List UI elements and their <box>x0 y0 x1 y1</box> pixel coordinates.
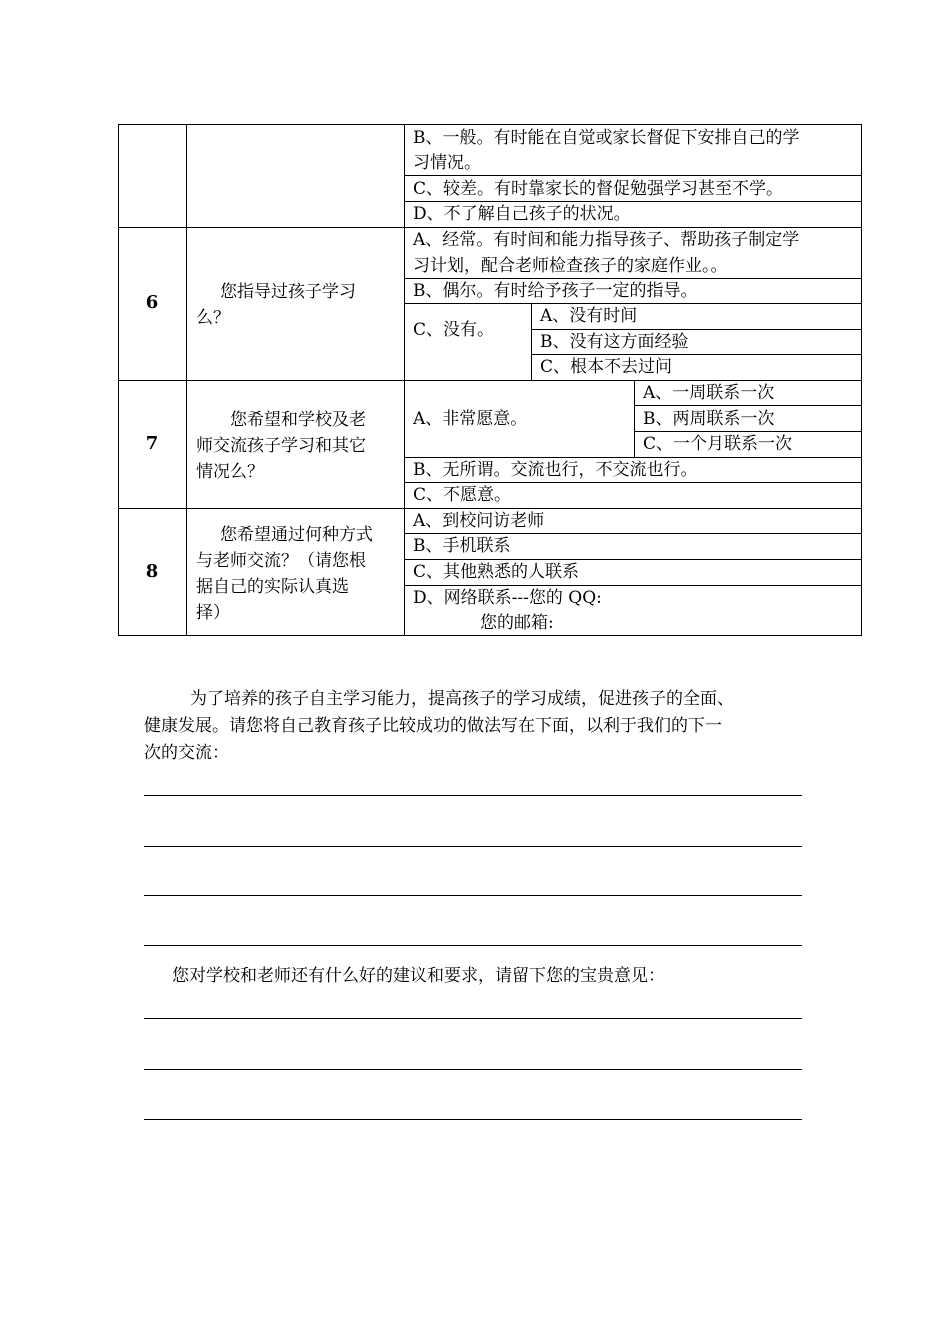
row7-sub-option-a: A、一周联系一次 <box>643 383 775 403</box>
row7-question-line1: 您希望和学校及老 <box>230 410 366 430</box>
row5-option-b-line1: B、一般。有时能在自觉或家长督促下安排自己的学 <box>413 128 800 148</box>
row8-question-line4: 择） <box>196 603 230 623</box>
table-col-rule <box>634 380 635 457</box>
row8-option-a: A、到校问访老师 <box>413 511 545 531</box>
row6-option-a-line1: A、经常。有时间和能力指导孩子、帮助孩子制定学 <box>413 230 800 250</box>
paragraph-intro-line1: 为了培养的孩子自主学习能力，提高孩子的学习成绩，促进孩子的全面、 <box>190 689 734 709</box>
row6-question <box>196 279 356 331</box>
suggestion-line[interactable] <box>144 1018 802 1019</box>
row8-question-line1: 您希望通过何种方式 <box>220 525 373 545</box>
paragraph-intro <box>144 686 734 767</box>
row5-option-b-line2: 习情况。 <box>413 153 481 173</box>
row6-number: 6 <box>145 292 159 313</box>
row6-sub-option-b: B、没有这方面经验 <box>540 332 689 352</box>
row6-option-b: B、偶尔。有时给予孩子一定的指导。 <box>413 281 698 301</box>
row7-question <box>196 407 366 485</box>
row5-option-c: C、较差。有时靠家长的督促勉强学习甚至不学。 <box>413 179 784 199</box>
row6-option-c: C、没有。 <box>413 320 495 340</box>
answer-line[interactable] <box>144 795 802 796</box>
row7-question-line3: 情况么？ <box>196 462 264 482</box>
table-border-left <box>118 124 119 636</box>
row8-number: 8 <box>145 561 159 582</box>
row7-option-b: B、无所谓。交流也行，不交流也行。 <box>413 460 698 480</box>
paragraph-suggestions: 您对学校和老师还有什么好的建议和要求，请留下您的宝贵意见： <box>172 966 665 986</box>
row6-option-a-line2: 习计划，配合老师检查孩子的家庭作业。。 <box>413 256 728 276</box>
row8-option-d-line2: 您的邮箱: <box>480 613 554 633</box>
row7-option-a: A、非常愿意。 <box>413 409 528 429</box>
paragraph-intro-line3: 次的交流： <box>144 743 229 763</box>
row7-option-c: C、不愿意。 <box>413 485 512 505</box>
answer-line[interactable] <box>144 945 802 946</box>
row6-question-line1: 您指导过孩子学习 <box>220 282 356 302</box>
table-border-right <box>861 124 862 636</box>
row6-sub-option-c: C、根本不去过问 <box>540 357 673 377</box>
row7-question-line2: 师交流孩子学习和其它 <box>196 436 366 456</box>
answer-line[interactable] <box>144 846 802 847</box>
row7-sub-option-b: B、两周联系一次 <box>643 409 775 429</box>
row7-sub-option-c: C、一个月联系一次 <box>643 434 793 454</box>
paragraph-intro-line2: 健康发展。请您将自己教育孩子比较成功的做法写在下面，以利于我们的下一 <box>144 716 722 736</box>
answer-line[interactable] <box>144 895 802 896</box>
table-col-rule <box>186 124 187 636</box>
table-border-top <box>118 124 862 125</box>
row8-option-b: B、手机联系 <box>413 536 511 556</box>
table-col-rule <box>531 303 532 380</box>
row6-sub-option-a: A、没有时间 <box>540 306 638 326</box>
row7-number: 7 <box>145 433 159 454</box>
suggestion-line[interactable] <box>144 1119 802 1120</box>
row5-option-d: D、不了解自己孩子的状况。 <box>413 204 631 224</box>
row6-question-line2: 么？ <box>196 308 230 328</box>
suggestion-line[interactable] <box>144 1069 802 1070</box>
row8-question-line2: 与老师交流？（请您根 <box>196 551 366 571</box>
row8-question <box>196 522 373 626</box>
table-col-rule <box>404 124 405 636</box>
row8-option-d-line1: D、网络联系---您的 QQ: <box>413 588 602 608</box>
row8-option-c: C、其他熟悉的人联系 <box>413 562 580 582</box>
row8-question-line3: 据自己的实际认真选 <box>196 577 349 597</box>
